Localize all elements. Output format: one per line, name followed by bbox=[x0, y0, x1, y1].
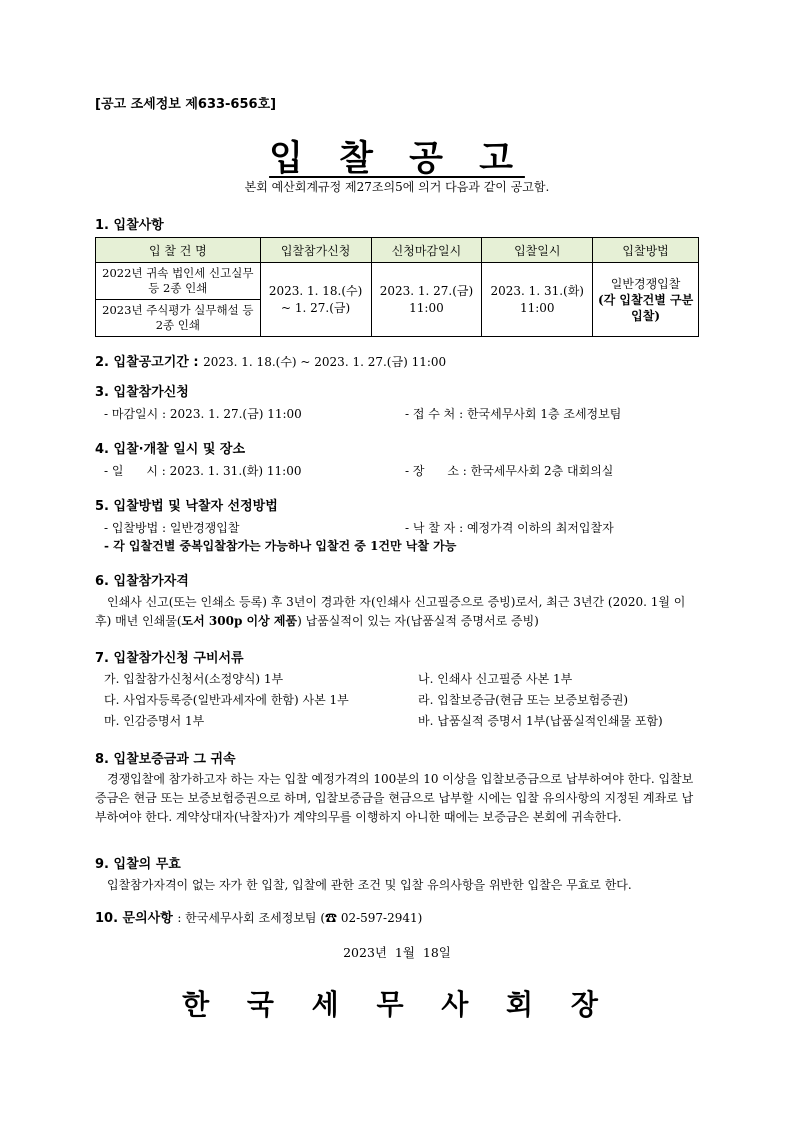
bid-method: - 입찰방법 : 일반경쟁입찰 bbox=[104, 521, 240, 535]
apply-deadline: - 마감일시 : 2023. 1. 27.(금) 11:00 bbox=[104, 407, 302, 421]
bid-date: 2023. 1. 31.(화) bbox=[490, 283, 584, 298]
section-2-heading: 2. 입찰공고기간 : 2023. 1. 18.(수) ~ 2023. 1. 27.(금) 11:00 bbox=[95, 355, 447, 370]
posting-period: 2023. 1. 18.(수) ~ 2023. 1. 27.(금) 11:00 bbox=[203, 355, 447, 369]
section-7-heading: 7. 입찰참가신청 구비서류 bbox=[95, 651, 244, 666]
section-9-heading: 9. 입찰의 무효 bbox=[95, 857, 181, 872]
table-row bbox=[96, 263, 699, 300]
bid-table bbox=[95, 237, 699, 337]
deadline-date: 2023. 1. 27.(금) bbox=[379, 283, 474, 298]
header-bid-date: 입찰일시 bbox=[482, 238, 593, 263]
winner-criteria: - 낙 찰 자 : 예정가격 이하의 최저입찰자 bbox=[405, 521, 614, 535]
section-8-heading: 8. 입찰보증금과 그 귀속 bbox=[95, 752, 236, 767]
header-deadline: 신청마감일시 bbox=[371, 238, 482, 263]
apply-period: 2023. 1. 18.(수) ~ 1. 27.(금) bbox=[260, 263, 371, 337]
bid-time: 11:00 bbox=[519, 300, 555, 315]
duplicate-bid-note: - 각 입찰건별 중복입찰참가는 가능하나 입찰건 중 1건만 낙찰 가능 bbox=[104, 539, 457, 553]
section-1-heading: 1. 입찰사항 bbox=[95, 218, 164, 233]
method-line-1: 일반경쟁입찰 bbox=[610, 276, 681, 291]
method-cell bbox=[593, 263, 699, 337]
section-4-heading: 4. 입찰·개찰 일시 및 장소 bbox=[95, 442, 246, 457]
header-item-name: 입 찰 건 명 bbox=[96, 238, 261, 263]
section-10-heading: 10. 문의사항 : 한국세무사회 조세정보팀 (☎ 02-597-2941) bbox=[95, 911, 423, 926]
bid-datetime: - 일 시 : 2023. 1. 31.(화) 11:00 bbox=[104, 464, 302, 478]
inquiry-contact: : 한국세무사회 조세정보팀 (☎ 02-597-2941) bbox=[177, 911, 423, 925]
notice-number: [공고 조세정보 제633-656호] bbox=[95, 97, 277, 112]
bid-date-cell bbox=[482, 263, 593, 337]
signer: 한 국 세 무 사 회 장 bbox=[182, 988, 612, 1021]
doc-ra: 라. 입찰보증금(현금 또는 보증보험증권) bbox=[418, 693, 629, 707]
apply-location: - 접 수 처 : 한국세무사회 1층 조세정보팀 bbox=[405, 407, 622, 421]
bid-location: - 장 소 : 한국세무사회 2층 대회의실 bbox=[405, 464, 614, 478]
header-method: 입찰방법 bbox=[593, 238, 699, 263]
deadline-time: 11:00 bbox=[409, 300, 444, 315]
doc-ba: 바. 납품실적 증명서 1부(납품실적인쇄물 포함) bbox=[418, 714, 663, 728]
item-2: 2023년 주식평가 실무해설 등 2종 인쇄 bbox=[96, 300, 261, 337]
item-1: 2022년 귀속 법인세 신고실무 등 2종 인쇄 bbox=[96, 263, 261, 300]
doc-ma: 마. 인감증명서 1부 bbox=[104, 714, 205, 728]
deadline-cell bbox=[371, 263, 482, 337]
doc-da: 다. 사업자등록증(일반과세자에 한함) 사본 1부 bbox=[104, 693, 349, 707]
intro-text: 본회 예산회계규정 제27조의5에 의거 다음과 같이 공고함. bbox=[244, 180, 550, 194]
page-title: 입 찰 공 고 bbox=[269, 138, 525, 179]
doc-ga: 가. 입찰참가신청서(소정양식) 1부 bbox=[104, 672, 284, 686]
section-5-heading: 5. 입찰방법 및 낙찰자 선정방법 bbox=[95, 499, 278, 514]
qualification-text: 인쇄사 신고(또는 인쇄소 등록) 후 3년이 경과한 자(인쇄사 신고필증으로 증빙)로서, 최근 3년간 (2020. 1월 이후) 매년 인쇄물(도서 300p 이상 제품) 납품실적이 있는 자(납품실적 증명서로 증빙) bbox=[95, 595, 686, 628]
header-apply: 입찰참가신청 bbox=[260, 238, 371, 263]
doc-na: 나. 인쇄사 신고필증 사본 1부 bbox=[418, 672, 573, 686]
notice-date: 2023년 1월 18일 bbox=[343, 945, 451, 960]
method-line-2: (각 입찰건별 구분입찰) bbox=[597, 292, 694, 323]
invalid-bid-text: 입찰참가자격이 없는 자가 한 입찰, 입찰에 관한 조건 및 입찰 유의사항을 위반한 입찰은 무효로 한다. bbox=[107, 878, 632, 892]
table-header-row bbox=[96, 238, 699, 263]
deposit-text: 경쟁입찰에 참가하고자 하는 자는 입찰 예정가격의 100분의 10 이상을 입찰보증금으로 납부하여야 한다. 입찰보증금은 현금 또는 보증보험증권으로 하며, 입찰보증금을 현금으로 납부할 시에는 입찰 유의사항의 지정된 계좌로 납부하여야 한다. 계약상대자(낙찰자)가 계약의무를 이행하지 아니한 때에는 보증금은 본회에 귀속한다. bbox=[95, 772, 694, 824]
section-6-heading: 6. 입찰참가자격 bbox=[95, 574, 189, 589]
section-3-heading: 3. 입찰참가신청 bbox=[95, 385, 189, 400]
